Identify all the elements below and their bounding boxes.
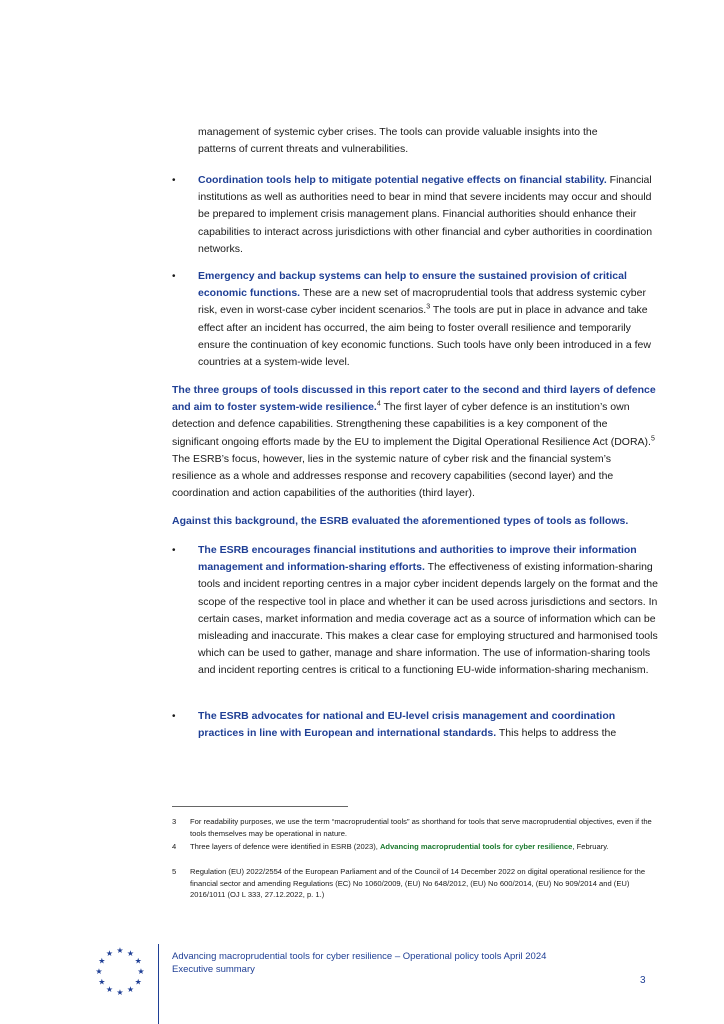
svg-text:★: ★ bbox=[116, 988, 124, 996]
bullet-body: The effectiveness of existing information-sharing tools and incident reporting centres in a major cyber incident depends largely on the format and the scope of the respective tool in place and whether it can be used across jurisdictions and sectors. In certain cases, market information and media coverage act as a source of information which can be misleading and inaccurate. This makes a clear case for employing structured and harmonised tools which can be used to gather, manage and share information. The use of information-sharing tools and incident reporting centres is critical to a functioning EU-wide information-sharing mechanism. bbox=[198, 561, 658, 677]
svg-text:★: ★ bbox=[137, 967, 145, 976]
bullet-body: This helps to address the bbox=[496, 727, 617, 740]
eu-stars-icon bbox=[94, 944, 146, 996]
footnote-ref-3[interactable]: 3 bbox=[426, 303, 431, 311]
bullet-marker: • bbox=[172, 271, 176, 282]
bullet-marker: • bbox=[172, 175, 176, 186]
layers-body-2: The ESRB’s focus, however, lies in the systemic nature of cyber risk and the financial system’s resilience as a whole and addresses response and recovery capabilities (second layer) and the coordination and action capabilities of the authorities (third layer). bbox=[172, 452, 614, 500]
svg-text:★: ★ bbox=[116, 946, 124, 955]
layers-paragraph bbox=[172, 382, 656, 502]
svg-text:★: ★ bbox=[98, 977, 106, 987]
svg-text:★: ★ bbox=[95, 967, 103, 976]
intro-paragraph bbox=[198, 124, 668, 158]
svg-text:★: ★ bbox=[105, 985, 114, 995]
bullet-crisis-management bbox=[198, 708, 658, 742]
bullet-information-management bbox=[198, 542, 658, 680]
footnote-number: 5 bbox=[172, 867, 177, 876]
bullet-body: These are a new set of macroprudential tools that address systemic cyber risk, even in worst-case cyber incident scenarios. bbox=[198, 287, 646, 317]
svg-text:★: ★ bbox=[105, 948, 114, 958]
footnote-4 bbox=[172, 841, 652, 853]
svg-text:★: ★ bbox=[134, 977, 142, 987]
bullet-marker: • bbox=[172, 711, 176, 722]
footer-divider bbox=[158, 944, 159, 1024]
footnote-ref-5[interactable]: 5 bbox=[650, 435, 655, 443]
svg-text:★: ★ bbox=[134, 956, 142, 966]
svg-text:★: ★ bbox=[126, 948, 135, 958]
footnote-text: For readability purposes, we use the term “macroprudential tools” as shorthand for tools that serve macroprudential objectives, even if the tools themselves may be operational in nature. bbox=[190, 817, 652, 838]
bullet-heading: The ESRB advocates for national and EU-level crisis management and coordination practices in line with European and international standards. bbox=[198, 710, 616, 740]
svg-text:★: ★ bbox=[126, 985, 135, 995]
footnote-text: Regulation (EU) 2022/2554 of the European Parliament and of the Council of 14 December 2022 on digital operational resilience for the financial sector and amending Regulations (EC) No 1060/2009, (EU) No 648/2012, (EU) No 600/2014, (EU) No 909/2014 and (EU) 2016/1011 (OJ L 333, 27.12.2022, p. 1.) bbox=[190, 867, 646, 900]
footer-title: Advancing macroprudential tools for cyber resilience – Operational policy tools April 2024 bbox=[172, 951, 547, 962]
page-number: 3 bbox=[640, 975, 646, 986]
background-paragraph: Against this background, the ESRB evaluated the aforementioned types of tools as follows. bbox=[172, 515, 629, 527]
footer-subtitle: Executive summary bbox=[172, 964, 255, 975]
layers-body-1: The first layer of cyber defence is an institution’s own detection and defence capabilities. Strengthening these capabilities is a key component of the significant ongoing efforts made by the EU to implement the Digital Operational Resilience Act (DORA). bbox=[172, 401, 651, 448]
footnote-text-pre: Three layers of defence were identified in ESRB (2023), bbox=[190, 842, 380, 851]
footnote-divider bbox=[172, 806, 348, 807]
bullet-heading: Emergency and backup systems can help to ensure the sustained provision of critical economic functions. bbox=[198, 270, 627, 300]
intro-line-2: patterns of current threats and vulnerabilities. bbox=[198, 143, 409, 156]
footnote-ref-4[interactable]: 4 bbox=[376, 400, 381, 408]
footer-title-block bbox=[172, 950, 546, 976]
layers-heading: The three groups of tools discussed in this report cater to the second and third layers of defence and aim to foster system-wide resilience. bbox=[172, 384, 656, 414]
footnote-5 bbox=[172, 866, 652, 901]
footnote-text bbox=[190, 841, 652, 853]
intro-line-1: management of systemic cyber crises. The tools can provide valuable insights into the bbox=[198, 126, 598, 138]
footnote-number: 3 bbox=[172, 817, 177, 826]
bullet-emergency-systems bbox=[198, 268, 658, 371]
report-link[interactable]: Advancing macroprudential tools for cyber resilience bbox=[379, 842, 573, 851]
bullet-heading: Coordination tools help to mitigate potential negative effects on financial stability. bbox=[198, 174, 607, 186]
bullet-marker: • bbox=[172, 545, 176, 556]
footnote-text-post: , February. bbox=[572, 842, 609, 851]
footnote-number: 4 bbox=[172, 842, 177, 851]
bullet-body: Financial institutions as well as authorities need to bear in mind that severe incidents may occur and should be prepared to implement crisis management plans. Financial authorities should enhance their capabilities to interact across jurisdictions with other financial and cyber authorities in coordination networks. bbox=[198, 174, 653, 255]
bullet-heading: The ESRB encourages financial institutions and authorities to improve their information management and information-sharing efforts. bbox=[198, 544, 637, 574]
footnote-3 bbox=[172, 816, 652, 839]
bullet-coordination-tools bbox=[198, 172, 658, 258]
svg-text:★: ★ bbox=[98, 956, 106, 966]
bullet-body-cont: The tools are put in place in advance and take effect after an incident has occurred, the aim being to foster overall resilience and temporarily ensure the continuation of key economic functions. Such tools have only been introduced in a few countries at a system-wide level. bbox=[198, 304, 651, 369]
